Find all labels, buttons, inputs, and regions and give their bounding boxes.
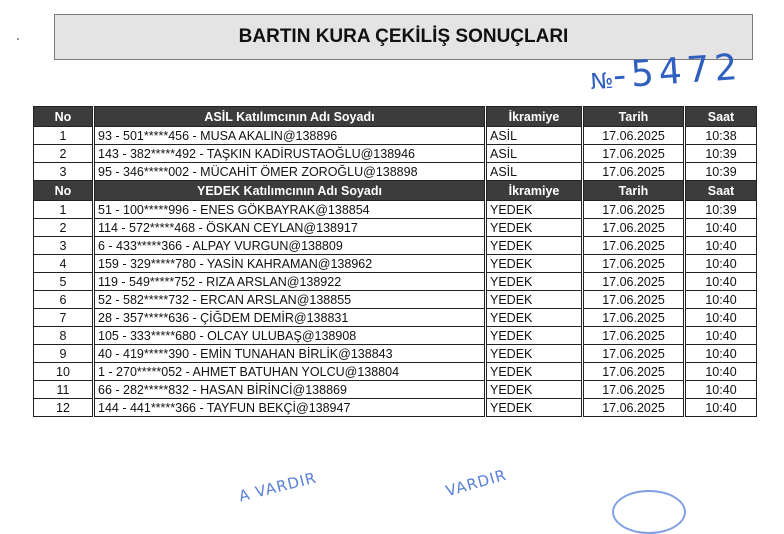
lottery-results-table bbox=[33, 106, 757, 417]
row-number: 11 bbox=[34, 381, 94, 399]
draw-time: 10:39 bbox=[685, 145, 757, 163]
prize-type: YEDEK bbox=[486, 327, 583, 345]
stamp-middle-text: VARDIR bbox=[443, 465, 509, 501]
participant-name: 51 - 100*****996 - ENES GÖKBAYRAK@138854 bbox=[94, 201, 486, 219]
row-number: 3 bbox=[34, 237, 94, 255]
yedek-header-date: Tarih bbox=[583, 181, 685, 201]
row-number: 6 bbox=[34, 291, 94, 309]
participant-name: 95 - 346*****002 - MÜCAHİT ÖMER ZOROĞLU@138898 bbox=[94, 163, 486, 181]
table-row bbox=[34, 399, 757, 417]
draw-time: 10:40 bbox=[685, 345, 757, 363]
table-row bbox=[34, 219, 757, 237]
table-row bbox=[34, 145, 757, 163]
draw-date: 17.06.2025 bbox=[583, 127, 685, 145]
draw-time: 10:40 bbox=[685, 327, 757, 345]
draw-date: 17.06.2025 bbox=[583, 363, 685, 381]
participant-name: 119 - 549*****752 - RIZA ARSLAN@138922 bbox=[94, 273, 486, 291]
table-row bbox=[34, 273, 757, 291]
participant-name: 28 - 357*****636 - ÇİĞDEM DEMİR@138831 bbox=[94, 309, 486, 327]
table-row bbox=[34, 291, 757, 309]
numero-sign: № bbox=[589, 68, 615, 96]
participant-name: 144 - 441*****366 - TAYFUN BEKÇİ@138947 bbox=[94, 399, 486, 417]
row-number: 10 bbox=[34, 363, 94, 381]
stamp-left-text: A VARDIR bbox=[237, 468, 319, 506]
row-number: 1 bbox=[34, 201, 94, 219]
draw-time: 10:40 bbox=[685, 363, 757, 381]
draw-date: 17.06.2025 bbox=[583, 309, 685, 327]
participant-name: 40 - 419*****390 - EMİN TUNAHAN BİRLİK@138843 bbox=[94, 345, 486, 363]
prize-type: ASİL bbox=[486, 163, 583, 181]
draw-date: 17.06.2025 bbox=[583, 345, 685, 363]
yedek-header-prize: İkramiye bbox=[486, 181, 583, 201]
row-number: 9 bbox=[34, 345, 94, 363]
prize-type: YEDEK bbox=[486, 219, 583, 237]
yedek-header-no: No bbox=[34, 181, 94, 201]
document-number-value: -5472 bbox=[611, 46, 744, 97]
table-row bbox=[34, 309, 757, 327]
prize-type: YEDEK bbox=[486, 345, 583, 363]
prize-type: YEDEK bbox=[486, 273, 583, 291]
prize-type: YEDEK bbox=[486, 363, 583, 381]
draw-time: 10:39 bbox=[685, 163, 757, 181]
draw-date: 17.06.2025 bbox=[583, 255, 685, 273]
table-row bbox=[34, 201, 757, 219]
row-number: 5 bbox=[34, 273, 94, 291]
yedek-header-time: Saat bbox=[685, 181, 757, 201]
participant-name: 143 - 382*****492 - TAŞKIN KADİRUSTAOĞLU@138946 bbox=[94, 145, 486, 163]
asil-header-name: ASİL Katılımcının Adı Soyadı bbox=[94, 107, 486, 127]
asil-header-date: Tarih bbox=[583, 107, 685, 127]
participant-name: 105 - 333*****680 - OLCAY ULUBAŞ@138908 bbox=[94, 327, 486, 345]
table-row bbox=[34, 255, 757, 273]
prize-type: ASİL bbox=[486, 145, 583, 163]
prize-type: YEDEK bbox=[486, 255, 583, 273]
prize-type: YEDEK bbox=[486, 381, 583, 399]
row-number: 2 bbox=[34, 145, 94, 163]
draw-date: 17.06.2025 bbox=[583, 327, 685, 345]
scan-speck bbox=[17, 38, 19, 40]
draw-time: 10:40 bbox=[685, 381, 757, 399]
prize-type: YEDEK bbox=[486, 399, 583, 417]
draw-date: 17.06.2025 bbox=[583, 237, 685, 255]
participant-name: 1 - 270*****052 - AHMET BATUHAN YOLCU@138804 bbox=[94, 363, 486, 381]
draw-time: 10:40 bbox=[685, 309, 757, 327]
results-table-body bbox=[34, 107, 757, 417]
row-number: 12 bbox=[34, 399, 94, 417]
page-title-text: BARTIN KURA ÇEKİLİŞ SONUÇLARI bbox=[238, 26, 569, 47]
draw-time: 10:38 bbox=[685, 127, 757, 145]
draw-date: 17.06.2025 bbox=[583, 381, 685, 399]
asil-header-row bbox=[34, 107, 757, 127]
row-number: 8 bbox=[34, 327, 94, 345]
row-number: 2 bbox=[34, 219, 94, 237]
asil-header-prize: İkramiye bbox=[486, 107, 583, 127]
prize-type: YEDEK bbox=[486, 309, 583, 327]
blue-stamp-middle bbox=[444, 466, 509, 500]
participant-name: 159 - 329*****780 - YASİN KAHRAMAN@138962 bbox=[94, 255, 486, 273]
draw-date: 17.06.2025 bbox=[583, 145, 685, 163]
draw-time: 10:40 bbox=[685, 219, 757, 237]
table-row bbox=[34, 363, 757, 381]
asil-header-no: No bbox=[34, 107, 94, 127]
draw-date: 17.06.2025 bbox=[583, 163, 685, 181]
blue-stamp-left bbox=[237, 469, 318, 506]
draw-time: 10:40 bbox=[685, 237, 757, 255]
participant-name: 93 - 501*****456 - MUSA AKALIN@138896 bbox=[94, 127, 486, 145]
draw-date: 17.06.2025 bbox=[583, 399, 685, 417]
prize-type: YEDEK bbox=[486, 237, 583, 255]
draw-time: 10:40 bbox=[685, 255, 757, 273]
draw-time: 10:40 bbox=[685, 399, 757, 417]
draw-date: 17.06.2025 bbox=[583, 291, 685, 309]
prize-type: YEDEK bbox=[486, 291, 583, 309]
row-number: 4 bbox=[34, 255, 94, 273]
draw-time: 10:40 bbox=[685, 273, 757, 291]
prize-type: YEDEK bbox=[486, 201, 583, 219]
table-row bbox=[34, 127, 757, 145]
yedek-header-row bbox=[34, 181, 757, 201]
table-row bbox=[34, 381, 757, 399]
table-row bbox=[34, 237, 757, 255]
row-number: 3 bbox=[34, 163, 94, 181]
participant-name: 114 - 572*****468 - ÖSKAN CEYLAN@138917 bbox=[94, 219, 486, 237]
draw-date: 17.06.2025 bbox=[583, 219, 685, 237]
asil-header-time: Saat bbox=[685, 107, 757, 127]
participant-name: 66 - 282*****832 - HASAN BİRİNCİ@138869 bbox=[94, 381, 486, 399]
row-number: 1 bbox=[34, 127, 94, 145]
draw-date: 17.06.2025 bbox=[583, 273, 685, 291]
table-row bbox=[34, 163, 757, 181]
round-seal bbox=[612, 490, 686, 534]
table-row bbox=[34, 345, 757, 363]
draw-time: 10:40 bbox=[685, 291, 757, 309]
prize-type: ASİL bbox=[486, 127, 583, 145]
yedek-header-name: YEDEK Katılımcının Adı Soyadı bbox=[94, 181, 486, 201]
participant-name: 52 - 582*****732 - ERCAN ARSLAN@138855 bbox=[94, 291, 486, 309]
row-number: 7 bbox=[34, 309, 94, 327]
draw-date: 17.06.2025 bbox=[583, 201, 685, 219]
draw-time: 10:39 bbox=[685, 201, 757, 219]
table-row bbox=[34, 327, 757, 345]
participant-name: 6 - 433*****366 - ALPAY VURGUN@138809 bbox=[94, 237, 486, 255]
